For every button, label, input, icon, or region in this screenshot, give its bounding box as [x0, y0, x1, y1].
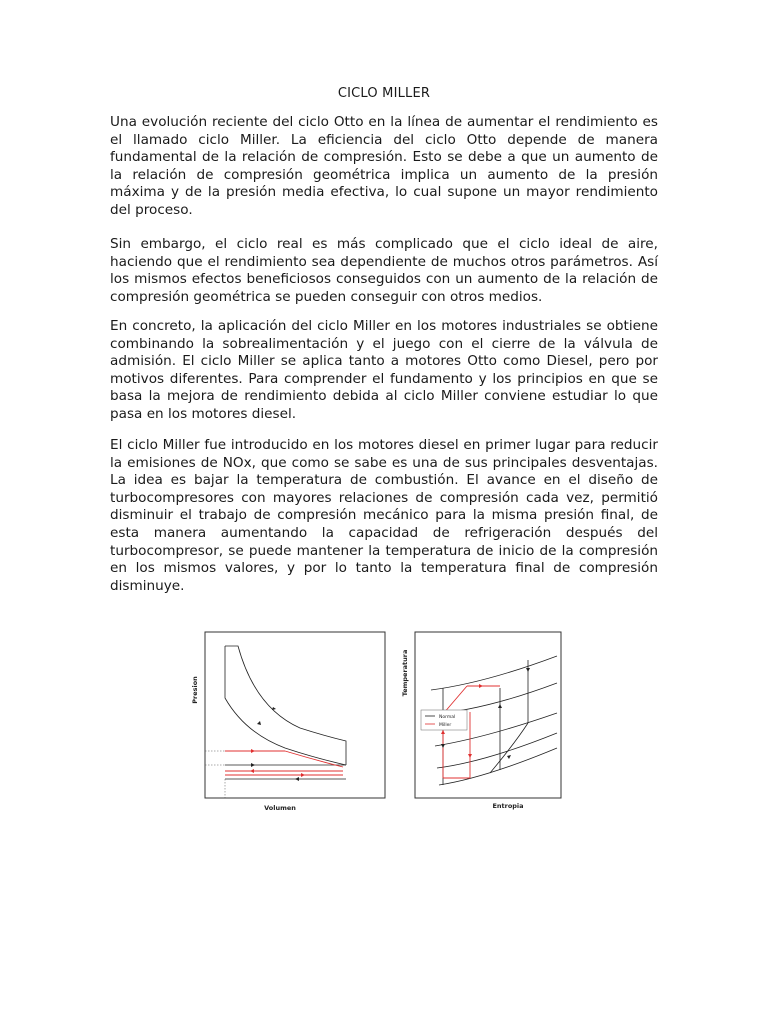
pv-frame — [205, 632, 385, 798]
pv-diagram — [191, 632, 385, 812]
document-title: CICLO MILLER — [337, 86, 431, 101]
pv-ylabel: Presion — [191, 676, 199, 704]
ts-legend-normal-label: Normal — [439, 715, 456, 720]
paragraph-4: El ciclo Miller fue introducido en los motores diesel en primer lugar para reducir la emisiones de NOx, que como se sabe es una de sus principales desventajas. La idea es bajar la temperatura de combustión. El avance en el diseño de turbocompresores con mayores relaciones de compresión cada vez, permitió disminuir el trabajo de compresión mecánico para la misma presión final, de esta manera aumentando la capacidad de refrigeración después del turbocompresor, se puede mantener la temperatura de inicio de la compresión en los mismos valores, y por lo tanto la temperatura final de compresión disminuye. — [110, 437, 658, 594]
paragraph-3: En concreto, la aplicación del ciclo Miller en los motores industriales se obtiene combinando la sobrealimentación y el juego con el cierre de la válvula de admisión. El ciclo Miller se aplica tanto a motores Otto como Diesel, pero por motivos diferentes. Para comprender el fundamento y los principios en que se basa la mejora de rendimiento debida al ciclo Miller conviene estudiar lo que pasa en los motores diesel. — [110, 318, 658, 422]
miller-cycle-figure — [185, 628, 563, 820]
miller-cycle-diagrams — [185, 628, 563, 820]
pv-xlabel: Volumen — [264, 804, 296, 812]
paragraph-1: Una evolución reciente del ciclo Otto en la línea de aumentar el rendimiento es el llamado ciclo Miller. La eficiencia del ciclo Otto depende de manera fundamental de la relación de compresión. Esto se debe a que un aumento de la relación de compresión geométrica implica un aumento de la presión máxima y de la presión media efectiva, lo cual supone un mayor rendimiento del proceso. — [110, 114, 658, 218]
ts-ylabel: Temperatura — [401, 649, 409, 697]
ts-xlabel: Entropia — [492, 802, 524, 810]
ts-diagram — [401, 632, 561, 810]
paragraph-2: Sin embargo, el ciclo real es más complicado que el ciclo ideal de aire, haciendo que el rendimiento sea dependiente de muchos otros parámetros. Así los mismos efectos beneficiosos conseguidos con un aumento de la relación de compresión geométrica se pueden conseguir con otros medios. — [110, 236, 658, 305]
ts-legend — [421, 710, 467, 730]
ts-legend-miller-label: Miller — [439, 723, 452, 728]
